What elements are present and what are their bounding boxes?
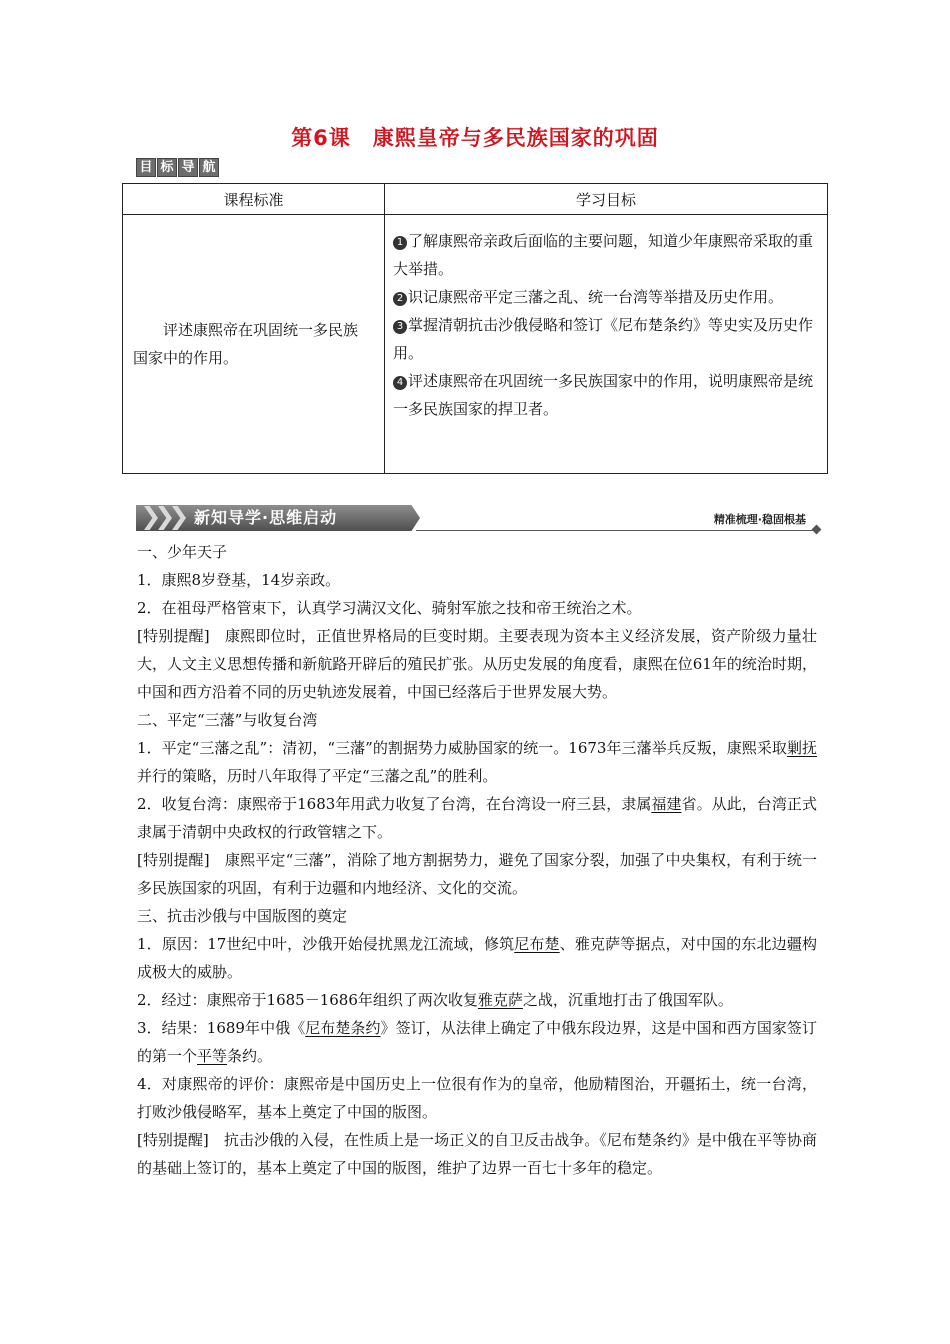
goal-tag-char: 导 <box>178 158 198 177</box>
paragraph <box>137 734 817 790</box>
goals-cell <box>385 215 828 474</box>
banner-divider <box>416 530 816 531</box>
text-run: 并行的策略，历时八年取得了平定“三藩之乱”的胜利。 <box>137 767 498 785</box>
goal-text: 掌握清朝抗击沙俄侵略和签订《尼布楚条约》等史实及历史作用。 <box>393 316 814 362</box>
number-badge-icon: 1 <box>393 236 407 250</box>
paragraph <box>137 790 817 846</box>
goal-text: 了解康熙帝亲政后面临的主要问题，知道少年康熙帝采取的重大举措。 <box>393 232 814 278</box>
diamond-icon <box>812 525 822 535</box>
goal-text: 识记康熙帝平定三藩之乱、统一台湾等举措及历史作用。 <box>408 288 784 306</box>
key-term: 尼布楚 <box>514 935 560 953</box>
header-standard: 课程标准 <box>123 184 385 215</box>
paragraph <box>137 930 817 986</box>
goal-text: 评述康熙帝在巩固统一多民族国家中的作用，说明康熙帝是统一多民族国家的捍卫者。 <box>393 372 814 418</box>
key-term: 剿抚 <box>786 739 817 757</box>
text-run: 条约。 <box>227 1047 273 1065</box>
text-run: 之战，沉重地打击了俄国军队。 <box>522 991 733 1009</box>
goal-tag-char: 标 <box>157 158 177 177</box>
paragraph: 4．对康熙帝的评价：康熙帝是中国历史上一位很有作为的皇帝，他励精图治，开疆拓土，统一台湾，打败沙俄侵略军，基本上奠定了中国的版图。 <box>137 1075 817 1121</box>
standards-table <box>122 183 828 474</box>
goal-tag-char: 航 <box>199 158 219 177</box>
banner-title: 新知导学·思维启动 <box>194 508 338 527</box>
goal-item <box>393 311 817 367</box>
text-run: 1．原因：17世纪中叶，沙俄开始侵扰黑龙江流域，修筑 <box>137 935 515 953</box>
banner-subtitle: 精准梳理·稳固根基 <box>713 513 806 526</box>
section-banner <box>136 503 822 533</box>
main-content <box>137 538 817 1182</box>
key-term: 福建 <box>651 795 682 813</box>
number-badge-icon: 2 <box>393 292 407 306</box>
header-goals: 学习目标 <box>385 184 828 215</box>
goal-item <box>393 283 817 311</box>
goal-item <box>393 227 817 283</box>
section-heading: 一、少年天子 <box>137 543 228 561</box>
goal-item <box>393 367 817 423</box>
text-run: 1．平定“三藩之乱”：清初，“三藩”的割据势力威胁国家的统一。1673年三藩举兵反叛，康熙采取 <box>137 739 787 757</box>
key-term: 尼布楚条约 <box>305 1019 381 1037</box>
goal-tag-char: 目 <box>136 158 156 177</box>
paragraph <box>137 1014 817 1070</box>
section-heading: 二、平定“三藩”与收复台湾 <box>137 711 318 729</box>
standard-cell: 评述康熙帝在巩固统一多民族国家中的作用。 <box>123 215 385 474</box>
paragraph <box>137 986 817 1014</box>
special-tip: [特别提醒] 康熙平定“三藩”，消除了地方割据势力，避免了国家分裂，加强了中央集权，有利于统一多民族国家的巩固，有利于边疆和内地经济、文化的交流。 <box>137 851 817 897</box>
goal-navigation-tag <box>136 158 219 177</box>
number-badge-icon: 3 <box>393 320 407 334</box>
key-term: 平等 <box>197 1047 228 1065</box>
special-tip: [特别提醒] 抗击沙俄的入侵，在性质上是一场正义的自卫反击战争。《尼布楚条约》是中俄在平等协商的基础上签订的，基本上奠定了中国的版图，维护了边界一百七十多年的稳定。 <box>137 1131 817 1177</box>
number-badge-icon: 4 <box>393 376 407 390</box>
text-run: 3．结果：1689年中俄《 <box>137 1019 306 1037</box>
text-run: 2．收复台湾：康熙帝于1683年用武力收复了台湾，在台湾设一府三县，隶属 <box>137 795 652 813</box>
section-heading: 三、抗击沙俄与中国版图的奠定 <box>137 907 348 925</box>
page-title: 第6课 康熙皇帝与多民族国家的巩固 <box>291 126 659 150</box>
text-run: 2．经过：康熙帝于1685－1686年组织了两次收复 <box>137 991 478 1009</box>
special-tip: [特别提醒] 康熙即位时，正值世界格局的巨变时期。主要表现为资本主义经济发展，资产阶级力量壮大，人文主义思想传播和新航路开辟后的殖民扩张。从历史发展的角度看，康熙在位61年的统治时期，中国和西方沿着不同的历史轨迹发展着，中国已经落后于世界发展大势。 <box>137 627 817 701</box>
key-term: 雅克萨 <box>477 991 523 1009</box>
text-run: 省。从此，台湾正式隶属于清朝中央政权的行政管辖之下。 <box>137 795 817 841</box>
text-run: 》签订，从法律上确定了中俄东段边界，这是中国和西方国家签订的第一个 <box>137 1019 817 1065</box>
paragraph: 2．在祖母严格管束下，认真学习满汉文化、骑射军旅之技和帝王统治之术。 <box>137 599 642 617</box>
text-run: 、雅克萨等据点，对中国的东北边疆构成极大的威胁。 <box>137 935 817 981</box>
paragraph: 1．康熙8岁登基，14岁亲政。 <box>137 571 341 589</box>
